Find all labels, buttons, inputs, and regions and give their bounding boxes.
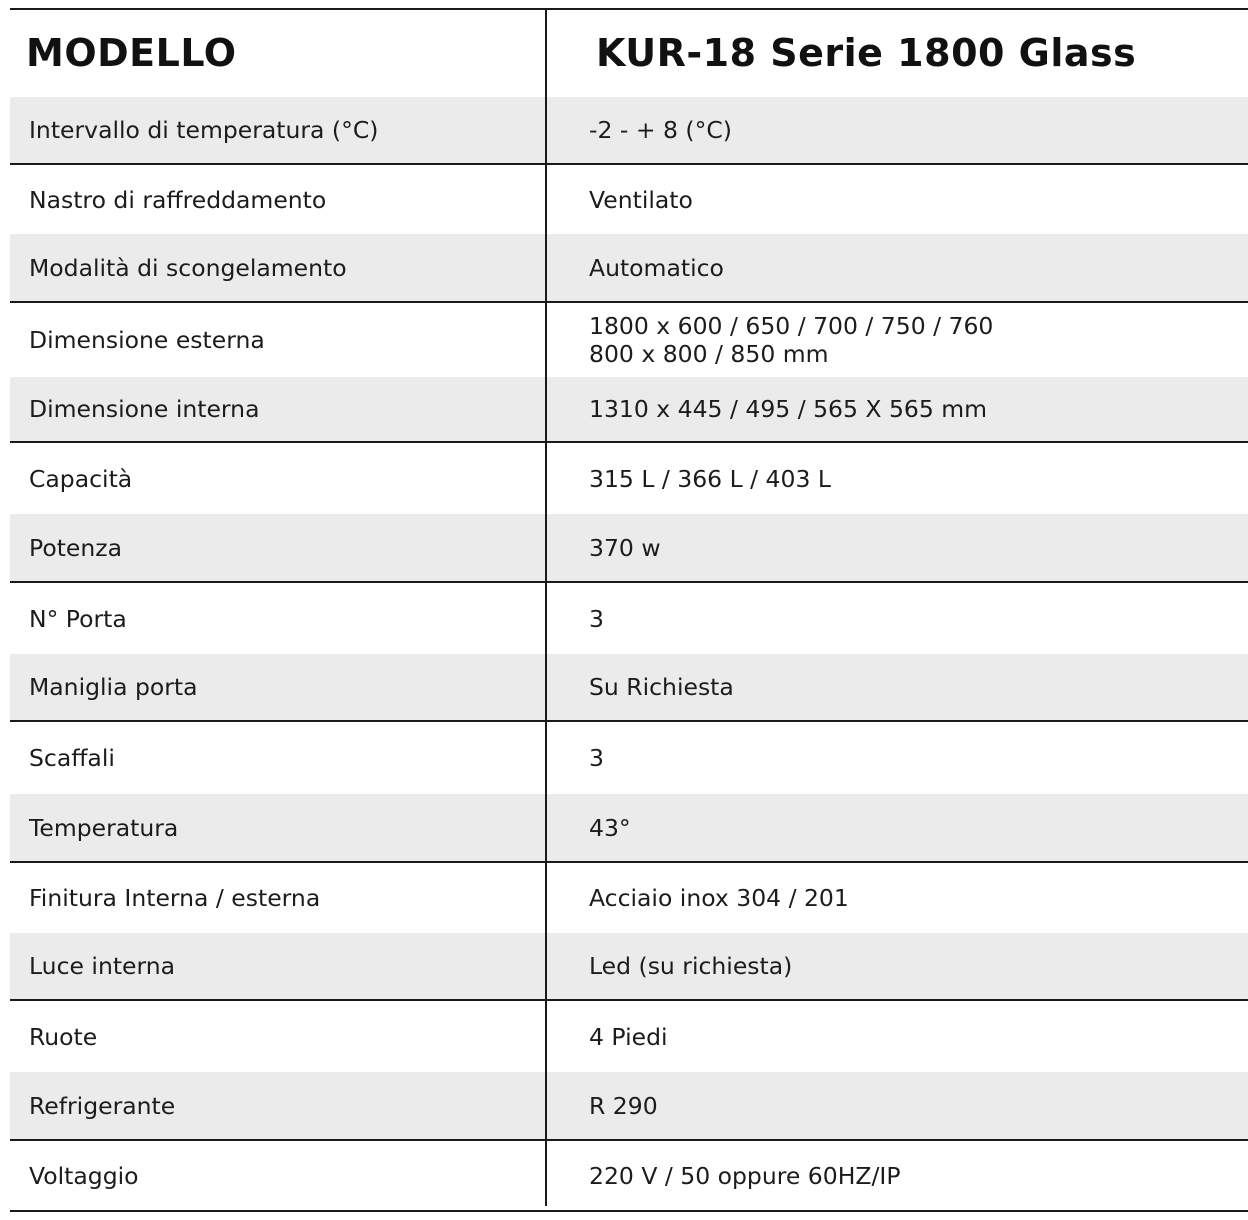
row-label: Capacità <box>29 464 133 493</box>
row-label: Temperatura <box>29 813 179 842</box>
table-row <box>10 377 1248 441</box>
row-label: Dimensione esterna <box>29 326 265 354</box>
row-label: Ruote <box>29 1022 98 1051</box>
row-value: R 290 <box>589 1091 658 1120</box>
table-row <box>10 654 1248 720</box>
row-label: Modalità di scongelamento <box>29 253 347 282</box>
row-value: 370 w <box>589 533 661 562</box>
row-label: Refrigerante <box>29 1091 176 1120</box>
row-value: Su Richiesta <box>589 673 734 701</box>
row-value: Led (su richiesta) <box>589 952 793 980</box>
row-label: Maniglia porta <box>29 673 198 701</box>
table-row <box>10 1141 1248 1210</box>
row-label: Luce interna <box>29 952 176 980</box>
row-label: N° Porta <box>29 604 127 633</box>
table-bottom-rule <box>10 1210 1248 1212</box>
row-label: Finitura Interna / esterna <box>29 884 321 912</box>
row-value: 1800 x 600 / 650 / 700 / 750 / 760 800 x 800 / 850 mm <box>589 312 994 368</box>
row-label: Intervallo di temperatura (°C) <box>29 116 379 144</box>
table-row <box>10 443 1248 514</box>
table-row <box>10 722 1248 794</box>
table-row <box>10 583 1248 654</box>
row-value: 43° <box>589 813 631 842</box>
table-row <box>10 514 1248 581</box>
row-value: 315 L / 366 L / 403 L <box>589 464 831 493</box>
row-label: Nastro di raffreddamento <box>29 185 327 214</box>
row-value: 3 <box>589 604 604 633</box>
table-row <box>10 303 1248 377</box>
table-row <box>10 165 1248 234</box>
row-label: Scaffali <box>29 744 115 772</box>
row-value: Automatico <box>589 253 724 282</box>
table-row <box>10 1001 1248 1072</box>
header-model: KUR-18 Serie 1800 Glass <box>596 30 1137 75</box>
table-row <box>10 97 1248 163</box>
row-value: Ventilato <box>589 185 693 214</box>
spec-table <box>10 8 1248 1212</box>
row-value: 4 Piedi <box>589 1022 668 1051</box>
header-label: MODELLO <box>26 30 237 75</box>
row-value: 3 <box>589 744 604 772</box>
row-label: Dimensione interna <box>29 395 260 423</box>
row-label: Voltaggio <box>29 1161 139 1190</box>
table-row <box>10 794 1248 861</box>
table-row <box>10 1072 1248 1139</box>
row-value: 1310 x 445 / 495 / 565 X 565 mm <box>589 395 988 423</box>
table-row <box>10 234 1248 301</box>
table-row <box>10 933 1248 999</box>
column-divider <box>545 8 547 1206</box>
row-value: 220 V / 50 oppure 60HZ/IP <box>589 1161 901 1190</box>
table-header <box>10 8 1248 97</box>
row-label: Potenza <box>29 533 123 562</box>
row-value: -2 - + 8 (°C) <box>589 116 732 144</box>
table-row <box>10 863 1248 933</box>
row-value: Acciaio inox 304 / 201 <box>589 884 849 912</box>
